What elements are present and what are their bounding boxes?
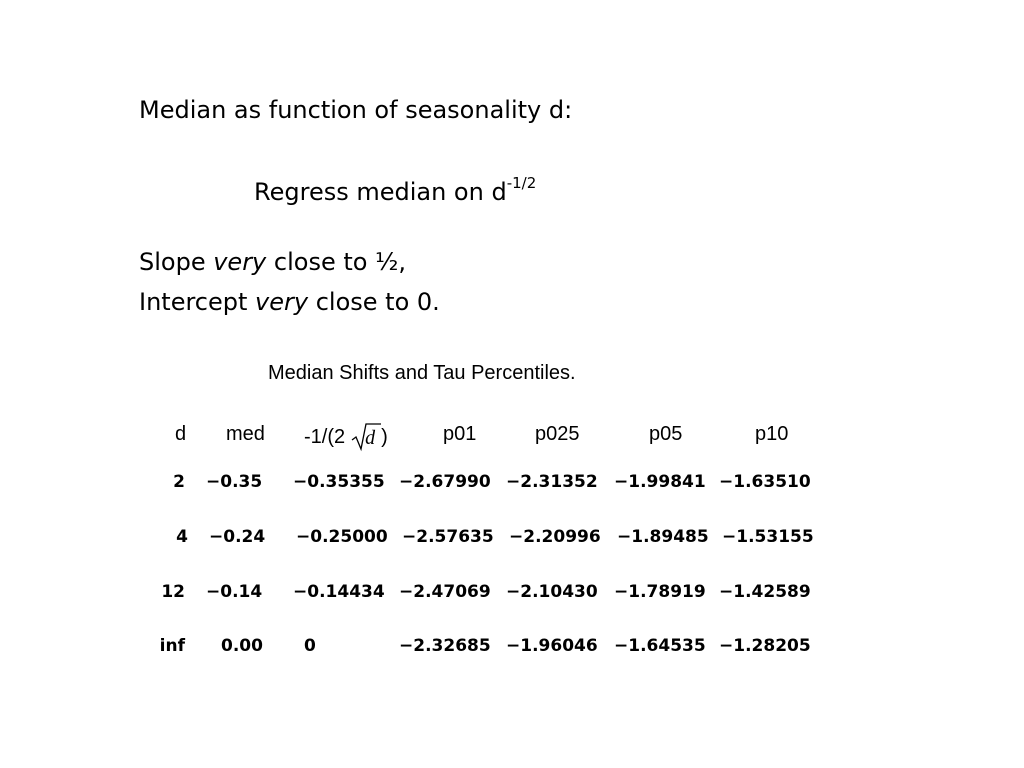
cell-p05: −1.99841 xyxy=(614,472,706,492)
table-title: Median Shifts and Tau Percentiles. xyxy=(268,362,576,384)
regress-text: Regress median on d xyxy=(254,178,507,206)
table-row xyxy=(0,527,1024,551)
header-med: med xyxy=(226,423,265,445)
cell-p01: −2.32685 xyxy=(399,636,491,656)
cell-p025: −2.20996 xyxy=(509,527,601,547)
slope-suffix: close to ½, xyxy=(266,248,406,276)
regress-line xyxy=(254,174,537,206)
cell-p025: −1.96046 xyxy=(506,636,598,656)
slope-prefix: Slope xyxy=(139,248,214,276)
cell-p01: −2.47069 xyxy=(399,582,491,602)
header-p01: p01 xyxy=(443,423,477,445)
cell-p025: −2.31352 xyxy=(506,472,598,492)
table-row xyxy=(0,636,1024,660)
formula-variable: d xyxy=(365,427,376,449)
slide-heading: Median as function of seasonality d: xyxy=(139,96,573,124)
formula-suffix: ) xyxy=(381,425,388,448)
table-row xyxy=(0,472,1024,496)
cell-d: 4 xyxy=(176,527,188,547)
cell-p10: −1.28205 xyxy=(719,636,811,656)
cell-d: inf xyxy=(159,636,185,656)
intercept-line xyxy=(139,290,440,314)
header-d: d xyxy=(175,423,187,445)
cell-med: −0.35 xyxy=(206,472,263,492)
sqrt-symbol xyxy=(351,423,379,451)
cell-p05: −1.89485 xyxy=(617,527,709,547)
table-row xyxy=(0,582,1024,606)
cell-p10: −1.63510 xyxy=(719,472,811,492)
formula-prefix: -1/(2 xyxy=(304,425,346,448)
cell-med: 0.00 xyxy=(221,636,263,656)
cell-formula: −0.35355 xyxy=(293,472,385,492)
cell-p10: −1.53155 xyxy=(722,527,814,547)
regress-exponent: -1/2 xyxy=(506,174,537,192)
cell-p05: −1.78919 xyxy=(614,582,706,602)
intercept-emphasis: very xyxy=(255,288,309,316)
cell-med: −0.24 xyxy=(209,527,266,547)
header-p10: p10 xyxy=(755,423,789,445)
cell-formula: −0.14434 xyxy=(293,582,385,602)
cell-d: 12 xyxy=(161,582,185,602)
header-p025: p025 xyxy=(535,423,580,445)
header-formula xyxy=(304,423,388,451)
slope-line xyxy=(139,250,406,274)
header-p05: p05 xyxy=(649,423,683,445)
intercept-prefix: Intercept xyxy=(139,288,256,316)
cell-p05: −1.64535 xyxy=(614,636,706,656)
cell-formula: 0 xyxy=(304,636,316,656)
cell-p025: −2.10430 xyxy=(506,582,598,602)
intercept-suffix: close to 0. xyxy=(308,288,440,316)
cell-med: −0.14 xyxy=(206,582,263,602)
cell-p01: −2.57635 xyxy=(402,527,494,547)
cell-d: 2 xyxy=(173,472,185,492)
cell-p10: −1.42589 xyxy=(719,582,811,602)
cell-p01: −2.67990 xyxy=(399,472,491,492)
cell-formula: −0.25000 xyxy=(296,527,388,547)
slope-emphasis: very xyxy=(213,248,267,276)
